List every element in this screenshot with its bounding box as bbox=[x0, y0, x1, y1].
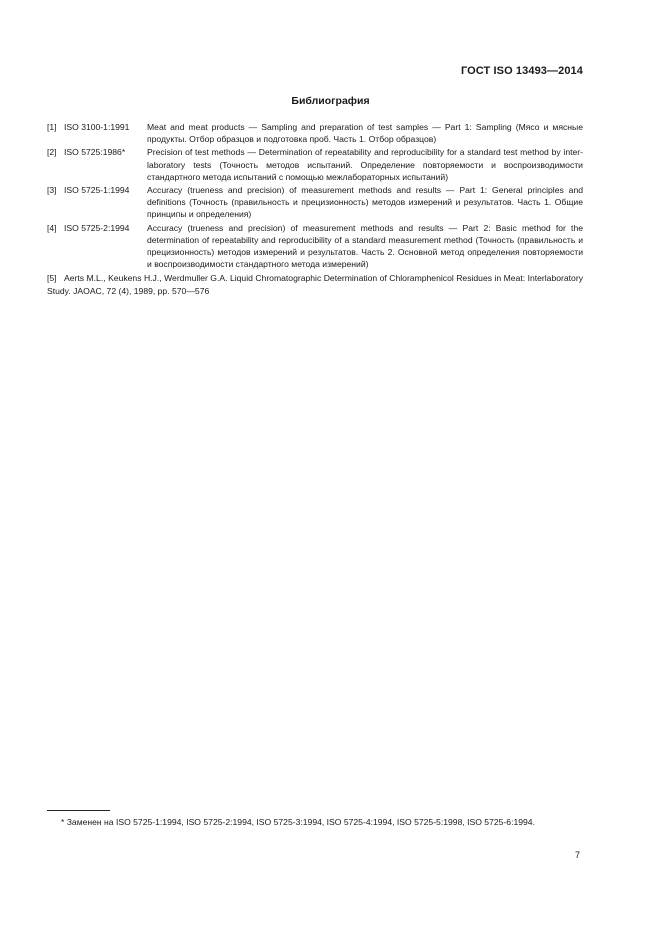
reference-code: ISO 5725-1:1994 bbox=[64, 185, 130, 196]
reference-code: ISO 5725-2:1994 bbox=[64, 222, 130, 233]
footnote-divider bbox=[47, 810, 110, 811]
reference-item bbox=[47, 272, 583, 296]
reference-text: Accuracy (trueness and precision) of measurement methods and results — Part 2: Basic method for the determination of repeatability and reproducibility of a standard measurement method (Точность (правильность и прецизионность) методов измерений и результатов. Часть 2. Основной метод определения повторяемости и воспроизводимости стандартного метода измерений) bbox=[147, 222, 583, 270]
reference-code: ISO 3100-1:1991 bbox=[64, 122, 130, 132]
bibliography-title: Библиография bbox=[291, 95, 370, 107]
reference-text: Accuracy (trueness and precision) of measurement methods and results — Part 1: General principles and definitions (Точность (правильность и прецизионность) методов измерений и результатов. Часть 1. Общие принципы и определения) bbox=[147, 185, 583, 220]
reference-number: [4] bbox=[47, 222, 57, 233]
reference-number: [5] bbox=[47, 273, 57, 284]
reference-list bbox=[47, 121, 583, 297]
reference-item bbox=[47, 184, 583, 221]
reference-code: ISO 5725:1986* bbox=[64, 147, 126, 158]
reference-number: [3] bbox=[47, 185, 57, 196]
standard-designation: ГОСТ ISO 13493—2014 bbox=[460, 65, 583, 77]
reference-text: Meat and meat products — Sampling and preparation of test samples — Part 1: Sampling (Мясо и мясные продукты. Отбор образцов и подготовка проб. Часть 1. Отбор образцов) bbox=[147, 122, 583, 145]
reference-text: Aerts M.L., Keukens H.J., Werdmuller G.A. Liquid Chromatographic Determination of Chloramphenicol Residues in Meat: Interlaboratory Study. JAOAC, 72 (4), 1989, pp. 570—576 bbox=[47, 273, 583, 296]
reference-number: [2] bbox=[47, 147, 57, 158]
page-number: 7 bbox=[575, 850, 581, 860]
footnote: * Заменен на ISO 5725-1:1994, ISO 5725-2:1994, ISO 5725-3:1994, ISO 5725-4:1994, ISO 5725-5:1998, ISO 5725-6:1994. bbox=[61, 817, 535, 827]
reference-item bbox=[47, 121, 583, 145]
reference-text: Precision of test methods — Determination of repeatability and reproducibility for a standard test method by inter-laboratory tests (Точность методов испытаний. Определение повторяемости и воспроизводимости стандартного метода испытаний с помощью межлабораторных испытаний) bbox=[147, 147, 583, 182]
reference-item bbox=[47, 222, 583, 271]
reference-item bbox=[47, 146, 583, 183]
reference-number: [1] bbox=[47, 122, 57, 132]
